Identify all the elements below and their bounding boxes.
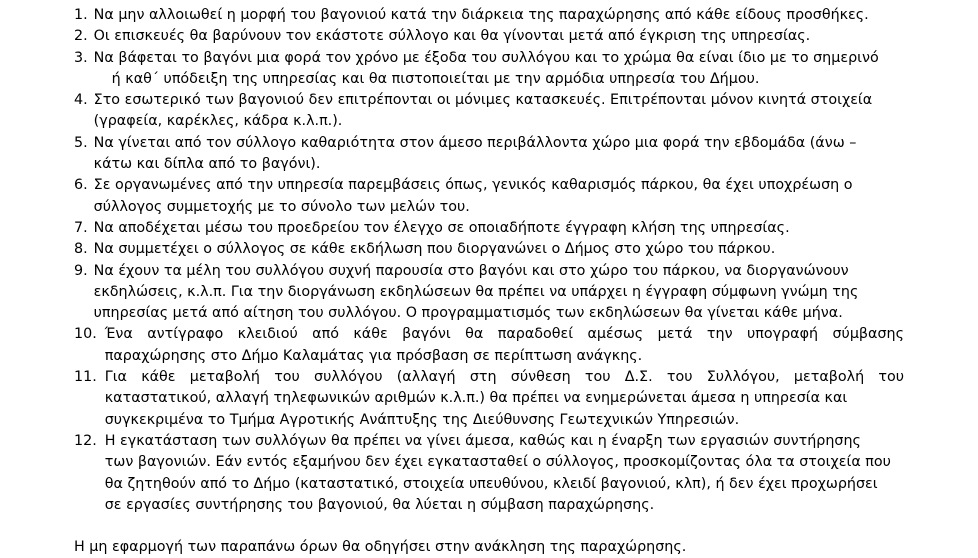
term-item — [74, 239, 904, 260]
term-text-line: Να συμμετέχει ο σύλλογος σε κάθε εκδήλωση που διοργανώνει ο Δήμος στο χώρο του πάρκου. — [93, 241, 776, 258]
term-text-line: υπηρεσίας μετά από αίτηση του συλλόγου. Ο προγραμματισμός των εκδηλώσεων θα γίνεται κάθε μήνα. — [93, 305, 843, 322]
term-text-line: Για κάθε μεταβολή του συλλόγου (αλλαγή στη σύνθεση του Δ.Σ. του Συλλόγου, μεταβολή του — [104, 369, 904, 386]
term-number: 7. — [74, 219, 88, 236]
term-text-line: Οι επισκευές θα βαρύνουν τον εκάστοτε σύλλογο και θα γίνονται μετά από έγκριση της υπηρεσίας. — [93, 28, 811, 45]
term-item — [74, 431, 904, 516]
term-text-line: καταστατικού, αλλαγή τηλεφωνικών αριθμών κ.λ.π.) θα πρέπει να ενημερώνεται άμεσα η υπηρεσία και — [104, 390, 848, 407]
term-text-line: συγκεκριμένα το Τμήμα Αγροτικής Ανάπτυξης της Διεύθυνσης Γεωτεχνικών Υπηρεσιών. — [104, 411, 740, 428]
term-item — [74, 5, 904, 26]
term-number: 2. — [74, 28, 88, 45]
term-text-line: Στο εσωτερικό των βαγονιού δεν επιτρέπονται οι μόνιμες κατασκευές. Επιτρέπονται μόνον κινητά στοιχεία — [93, 92, 873, 109]
term-item — [74, 133, 904, 176]
term-text-line: Η εγκατάσταση των συλλόγων θα πρέπει να γίνει άμεσα, καθώς και η έναρξη των εργασιών συντήρησης — [104, 432, 861, 449]
term-text-line: Να γίνεται από τον σύλλογο καθαριότητα στον άμεσο περιβάλλοντα χώρο μια φορά την εβδομάδα (άνω – — [93, 134, 857, 151]
term-text-line: παραχώρησης στο Δήμο Καλαμάτας για πρόσβαση σε περίπτωση ανάγκης. — [104, 347, 643, 364]
term-item — [74, 175, 904, 218]
term-text-line: Να βάφεται το βαγόνι μια φορά τον χρόνο με έξοδα του συλλόγου και το χρώμα θα είναι ίδιο με το σημερινό — [93, 49, 879, 66]
term-text-line: σε εργασίες συντήρησης του βαγονιού, θα λύεται η σύμβαση παραχώρησης. — [104, 496, 655, 513]
term-number: 10. — [74, 326, 97, 343]
term-number: 1. — [74, 7, 88, 23]
term-text-line: των βαγονιών. Εάν εντός εξαμήνου δεν έχει εγκατασταθεί ο σύλλογος, προσκομίζοντας όλα τα στοιχεία που — [104, 454, 891, 471]
term-number: 8. — [74, 241, 88, 258]
term-item — [74, 261, 904, 325]
term-item — [74, 48, 904, 91]
term-item — [74, 367, 904, 431]
term-text-line: Να έχουν τα μέλη του συλλόγου συχνή παρουσία στο βαγόνι και στο χώρο του πάρκου, να διοργανώνουν — [93, 262, 849, 279]
term-number: 5. — [74, 134, 88, 151]
term-number: 9. — [74, 262, 88, 279]
term-text-line: ή καθ΄ υπόδειξη της υπηρεσίας και θα πιστοποιείται με την αρμόδια υπηρεσία του Δήμου. — [111, 70, 760, 87]
term-text-line: Σε οργανωμένες από την υπηρεσία παρεμβάσεις όπως, γενικός καθαρισμός πάρκου, θα έχει υποχρέωση ο — [93, 177, 853, 194]
term-number: 4. — [74, 92, 88, 109]
term-number: 3. — [74, 49, 88, 66]
term-text-line: (γραφεία, καρέκλες, κάδρα κ.λ.π.). — [93, 113, 343, 130]
term-text-line: κάτω και δίπλα από το βαγόνι). — [93, 156, 321, 173]
term-number: 12. — [74, 432, 97, 449]
term-item — [74, 90, 904, 133]
terms-document — [74, 5, 904, 558]
term-number: 11. — [74, 369, 97, 386]
term-text-line: Να αποδέχεται μέσω του προεδρείου τον έλεγχο σε οποιαδήποτε έγγραφη κλήση της υπηρεσίας. — [93, 219, 790, 236]
term-text-line: σύλλογος συμμετοχής με το σύνολο των μελών του. — [93, 198, 470, 215]
term-text-line: Ένα αντίγραφο κλειδιού από κάθε βαγόνι θα παραδοθεί αμέσως μετά την υπογραφή σύμβασης — [104, 326, 904, 343]
term-item — [74, 324, 904, 367]
closing-statement: Η μη εφαρμογή των παραπάνω όρων θα οδηγήσει στην ανάκληση της παραχώρησης. — [74, 539, 687, 556]
term-number: 6. — [74, 177, 88, 194]
term-item — [74, 218, 904, 239]
term-text-line: Να μην αλλοιωθεί η μορφή του βαγονιού κατά την διάρκεια της παραχώρησης από κάθε είδους προσθήκες. — [93, 7, 869, 23]
term-text-line: θα ζητηθούν από το Δήμο (καταστατικό, στοιχεία υπευθύνου, κλειδί βαγονιού, κλπ), ή δεν έχει προχωρήσει — [104, 475, 878, 492]
term-text-line: εκδηλώσεις, κ.λ.π. Για την διοργάνωση εκδηλώσεων θα πρέπει να υπάρχει η έγγραφη σύμφωνη γνώμη της — [93, 283, 859, 300]
term-item — [74, 26, 904, 47]
